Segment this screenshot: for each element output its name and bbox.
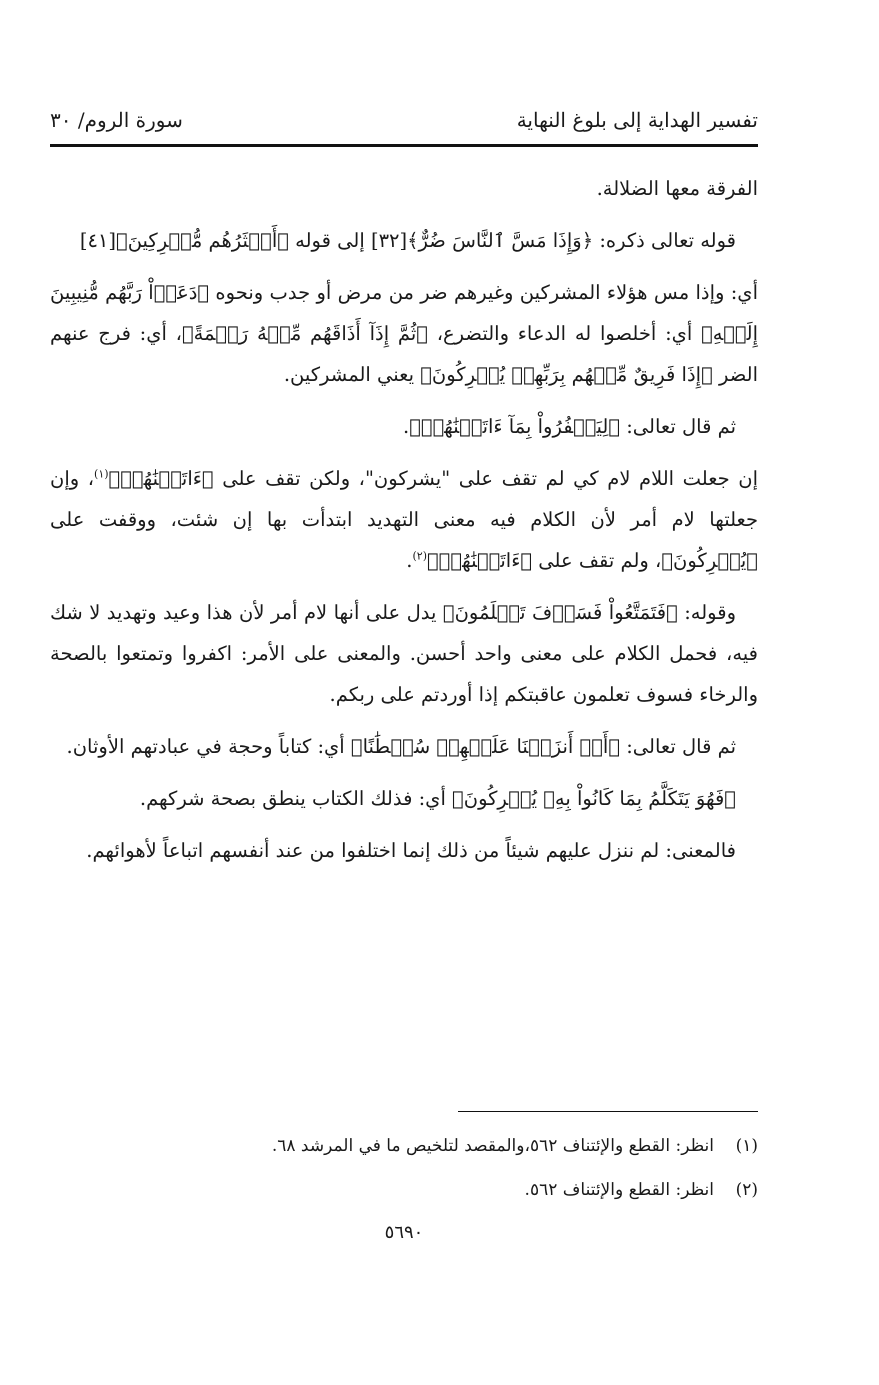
footnote-rule — [458, 1111, 758, 1112]
paragraph-6: وقوله: ﴿فَتَمَتَّعُواْ فَسَوۡفَ تَعۡلَمُونَ﴾ يدل على أنها لام أمر لأن هذا وعيد وتهديد لا شك فيه، فحمل الكلام على معنى واحد أحسن. والمعنى على الأمر: اكفروا وتمتعوا بالصحة والرخاء فسوف تعلمون عاقبتكم إذا أوردتم على ربكم. — [50, 601, 758, 706]
surah-page-label: سورة الروم/ ٣٠ — [50, 108, 183, 132]
footnote-number: (٢) — [735, 1180, 758, 1200]
footnotes — [50, 1134, 758, 1222]
paragraph-7: ثم قال تعالى: ﴿أَمۡ أَنزَلۡنَا عَلَيۡهِمۡ سُلۡطَٰنًا﴾ أي: كتاباً وحجة في عبادتهم الأوثان. — [66, 735, 736, 758]
footnote-ref-2[interactable]: (٢) — [412, 549, 427, 563]
paragraph-9: فالمعنى: لم ننزل عليهم شيئاً من ذلك إنما اختلفوا من عند أنفسهم اتباعاً لأهوائهم. — [86, 839, 736, 862]
paragraph-5-part-1: إن جعلت اللام لام كي لم تقف على "يشركون"، ولكن تقف على ﴿ءَاتَيۡنَٰهُمۡ﴾ — [108, 467, 758, 490]
paragraph-1: الفرقة معها الضلالة. — [596, 177, 758, 200]
footnote-ref-1[interactable]: (١) — [94, 467, 109, 481]
paragraph-5-part-3: . — [406, 549, 413, 572]
running-header — [50, 104, 758, 144]
footnote-2 — [50, 1178, 758, 1202]
footnote-text: انظر: القطع والإئتناف ٥٦٢. — [524, 1180, 714, 1200]
paragraph-2: قوله تعالى ذكره: ﴿وَإِذَا مَسَّ ٱلنَّاسَ ضُرٌّ﴾[٣٢] إلى قوله ﴿أَكۡثَرُهُم مُّشۡرِكِينَ﴾[٤١] — [79, 229, 736, 252]
paragraph-5-part-2: ، وإن جعلتها لام أمر لأن الكلام فيه معنى التهديد ابتدأت بها إن شئت، ووقفت على ﴿يُشۡرِكُونَ﴾، ولم تقف على ﴿ءَاتَيۡنَٰهُمۡ﴾ — [50, 467, 758, 572]
header-rule — [50, 144, 758, 147]
paragraph-4: ثم قال تعالى: ﴿لِيَكۡفُرُواْ بِمَآ ءَاتَيۡنَٰهُمۡ﴾. — [403, 415, 736, 438]
paragraph-5 — [50, 458, 758, 581]
footnote-number: (١) — [735, 1136, 758, 1156]
main-text — [50, 168, 758, 882]
book-title: تفسير الهداية إلى بلوغ النهاية — [516, 108, 758, 132]
paragraph-8: ﴿فَهُوَ يَتَكَلَّمُ بِمَا كَانُواْ بِهِۦ يُشۡرِكُونَ﴾ أي: فذلك الكتاب ينطق بصحة شركهم. — [139, 787, 736, 810]
footnote-text: انظر: القطع والإئتناف ٥٦٢،والمقصد لتلخيص ما في المرشد ٦٨. — [271, 1136, 714, 1156]
page — [50, 0, 758, 1385]
footnote-1 — [50, 1134, 758, 1158]
page-number: ٥٦٩٠ — [384, 1222, 424, 1243]
paragraph-3: أي: وإذا مس هؤلاء المشركين وغيرهم ضر من مرض أو جدب ونحوه ﴿دَعَوۡاْ رَبَّهُم مُّنِيبِينَ إِلَيۡهِ﴾ أي: أخلصوا له الدعاء والتضرع، ﴿ثُمَّ إِذَآ أَذَاقَهُم مِّنۡهُ رَحۡمَةً﴾، أي: فرج عنهم الضر ﴿إِذَا فَرِيقٌ مِّنۡهُم بِرَبِّهِمۡ يُشۡرِكُونَ﴾ يعني المشركين. — [50, 281, 758, 386]
